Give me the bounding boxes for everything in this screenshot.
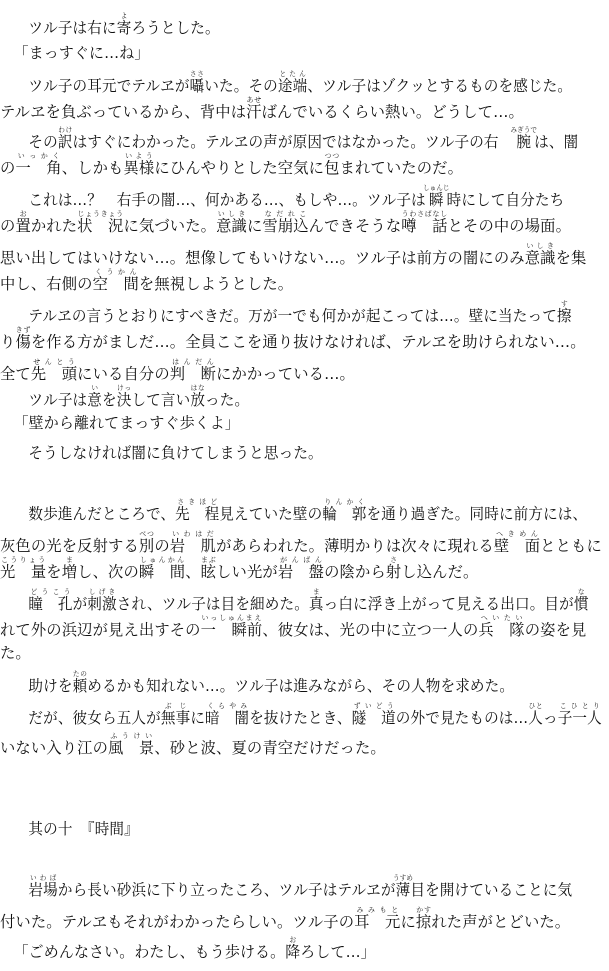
- furigana: べつ: [138, 530, 155, 538]
- text-run: を集: [555, 249, 587, 267]
- furigana: はな: [190, 384, 206, 392]
- ruby-word: [189, 70, 205, 95]
- text-run: り: [0, 333, 16, 351]
- ruby-base: 岩 肌: [169, 537, 217, 555]
- ruby-word: [510, 126, 538, 151]
- text-run: っ: [542, 709, 558, 727]
- ruby-word: [385, 556, 402, 581]
- text-run: にひんやりとした空気に: [154, 159, 325, 177]
- text-run: ツル子は: [28, 391, 88, 409]
- furigana: ひと: [528, 702, 543, 710]
- ruby-word: [28, 588, 73, 613]
- text-line: [0, 644, 605, 662]
- ruby-base: 岩 盤: [277, 563, 325, 581]
- ruby-base: 射: [385, 563, 402, 581]
- text-line: [0, 326, 605, 351]
- text-run: の: [0, 159, 16, 177]
- ruby-base: 噂 話: [401, 217, 448, 235]
- text-line: [0, 300, 605, 325]
- text-run: は、闇: [534, 133, 579, 151]
- furigana: い: [87, 384, 102, 392]
- ruby-word: [478, 614, 525, 639]
- furigana: ずいどう: [351, 702, 396, 710]
- ruby-word: [77, 210, 124, 235]
- ruby-base: 異様: [123, 159, 155, 177]
- ruby-word: [277, 70, 308, 95]
- text-run: んできそうな: [308, 217, 402, 235]
- text-run: はすぐにわかった。テルヱの声が原因ではなかった。ツル子の右: [72, 133, 514, 151]
- ruby-word: [308, 588, 324, 613]
- ruby-word: [401, 210, 448, 235]
- text-run: に: [400, 913, 416, 931]
- ruby-word: [123, 152, 155, 177]
- ruby-base: 訳: [57, 133, 73, 151]
- ruby-word: [493, 530, 541, 555]
- text-run: れて外の浜辺が見え出すその: [0, 621, 201, 639]
- ruby-word: [87, 384, 103, 409]
- furigana: いよう: [123, 152, 155, 160]
- furigana: いっしゅんまえ: [200, 614, 263, 622]
- text-run: があらわれた。薄明かりは次々に現れる: [216, 537, 494, 555]
- text-run: とその中の場面。: [447, 217, 572, 235]
- text-run: 、: [185, 563, 201, 581]
- text-run: され、ツル子は目を細めた。: [116, 595, 309, 613]
- text-run: その: [28, 133, 58, 151]
- ruby-word: [72, 670, 88, 695]
- furigana: す: [556, 300, 572, 308]
- text-run: 灰色の光を反射する: [0, 537, 139, 555]
- ruby-base: 輪 郭: [322, 505, 367, 523]
- ruby-word: [87, 588, 117, 613]
- furigana: みみもと: [354, 906, 401, 914]
- ruby-word: [92, 268, 139, 293]
- text-run: っ白に浮き上がって見える出口。目が: [323, 595, 574, 613]
- furigana: たの: [72, 670, 88, 678]
- ruby-base: 一 瞬前: [200, 621, 263, 639]
- text-run: 数歩進んだところで、: [28, 505, 176, 523]
- ruby-word: [200, 614, 263, 639]
- ruby-base: 風 景: [108, 739, 155, 757]
- furigana: わけ: [57, 126, 73, 134]
- furigana: ぶじ: [160, 702, 191, 710]
- furigana: こひとり: [557, 702, 602, 710]
- text-run: った。: [205, 391, 250, 409]
- text-run: ツル子の耳元でテルヱが: [28, 77, 190, 95]
- furigana: りんかく: [322, 498, 367, 506]
- furigana: じょうきょう: [77, 210, 124, 218]
- text-line: [0, 414, 605, 432]
- text-run: 中し、右側の: [0, 275, 93, 293]
- text-line: [0, 498, 605, 523]
- ruby-base: 瞳 孔: [28, 595, 73, 613]
- text-run: し込んだ。: [401, 563, 479, 581]
- text-run: テルヱを負ぶっているから、背中は: [0, 103, 247, 121]
- ruby-word: [190, 384, 206, 409]
- ruby-word: [528, 702, 543, 727]
- ruby-base: 擦: [556, 307, 572, 325]
- ruby-word: [138, 556, 186, 581]
- furigana: お: [15, 210, 31, 218]
- ruby-base: 耳 元: [354, 913, 401, 931]
- text-run: とともに: [540, 537, 602, 555]
- ruby-base: 先 頭: [30, 365, 78, 383]
- ruby-base: 腕: [510, 133, 538, 151]
- text-run: ろして…」: [300, 943, 376, 961]
- furigana: みぎうで: [510, 126, 538, 134]
- text-run: だが、彼女ら五人が: [28, 709, 161, 727]
- furigana: いわば: [28, 874, 58, 882]
- ruby-base: 一 角: [15, 159, 62, 177]
- furigana: こうりょう: [0, 556, 47, 564]
- text-run: 「壁から離れてまっすぐ歩くよ」: [13, 414, 240, 432]
- text-run: れた声がとどいた。: [431, 913, 571, 931]
- text-run: を: [46, 563, 62, 581]
- furigana: なだれこ: [262, 210, 309, 218]
- ruby-word: [216, 210, 247, 235]
- text-run: しい光が: [216, 563, 278, 581]
- ruby-word: [175, 498, 220, 523]
- ruby-base: 状 況: [77, 217, 124, 235]
- furigana: とたん: [277, 70, 308, 78]
- ruby-word: [354, 906, 401, 931]
- text-run: いた。その: [204, 77, 278, 95]
- ruby-word: [116, 384, 132, 409]
- ruby-word: [200, 556, 217, 581]
- ruby-base: 判 断: [169, 365, 217, 383]
- ruby-base: 意識: [216, 217, 247, 235]
- text-run: を通り過ぎた。同時に前方には、: [366, 505, 588, 523]
- furigana: うわさばなし: [401, 210, 448, 218]
- ruby-word: [138, 530, 155, 555]
- furigana: しゅんかん: [138, 556, 186, 564]
- ruby-base: 眩: [200, 563, 217, 581]
- text-line: [0, 96, 605, 121]
- text-line: [0, 210, 605, 235]
- furigana: つつ: [324, 152, 340, 160]
- text-line: [0, 268, 605, 293]
- ruby-base: 真: [308, 595, 324, 613]
- furigana: ま: [61, 556, 78, 564]
- text-run: にかかっている…。: [216, 365, 355, 383]
- ruby-word: [108, 732, 155, 757]
- text-line: [0, 936, 605, 961]
- ruby-base: 無事: [160, 709, 191, 727]
- furigana: いしき: [524, 242, 556, 250]
- ruby-base: 置: [15, 217, 31, 235]
- text-line: [0, 242, 605, 267]
- text-run: 「ごめんなさい。わたし、もう歩ける。: [13, 943, 286, 961]
- furigana: へいたい: [478, 614, 525, 622]
- ruby-word: [393, 874, 413, 899]
- text-line: [0, 44, 605, 62]
- ruby-word: [422, 184, 450, 209]
- ruby-word: [557, 702, 602, 727]
- furigana: さきほど: [175, 498, 220, 506]
- ruby-word: [556, 300, 572, 325]
- text-line: [0, 588, 605, 613]
- text-run: し、次の: [77, 563, 139, 581]
- text-run: そうしなければ闇に負けてしまうと思った。: [28, 444, 323, 462]
- ruby-word: [28, 874, 58, 899]
- text-run: これは…？ 右手の闇…、何かある…、もしや…。ツル子は: [28, 191, 426, 209]
- furigana: あせ: [246, 96, 262, 104]
- furigana: お: [285, 936, 301, 944]
- ruby-word: [415, 906, 432, 931]
- furigana: いっかく: [15, 152, 62, 160]
- text-run: いない入り江の: [0, 739, 109, 757]
- text-run: を作る方がましだ…。全員ここを通り抜けなければ、テルヱを助けられない…。: [30, 333, 586, 351]
- ruby-word: [57, 126, 73, 151]
- text-run: を: [102, 391, 117, 409]
- text-line: [0, 670, 605, 695]
- ruby-word: [0, 556, 47, 581]
- furigana: いしき: [216, 210, 247, 218]
- text-run: た。: [0, 644, 31, 662]
- ruby-base: 空 間: [92, 275, 139, 293]
- text-line: [0, 614, 605, 639]
- text-line: [0, 444, 605, 462]
- text-line: [0, 906, 605, 931]
- text-run: の姿を見: [524, 621, 587, 639]
- ruby-base: 別: [138, 537, 155, 555]
- text-run: 思い出してはいけない…。想像してもいけない…。ツル子は前方の闇にのみ: [0, 249, 525, 267]
- ruby-word: [573, 588, 589, 613]
- ruby-base: 傷: [15, 333, 31, 351]
- ruby-word: [61, 556, 78, 581]
- text-run: 、ツル子はゾクッとするものを感じた。: [307, 77, 573, 95]
- text-run: の: [0, 217, 16, 235]
- ruby-base: 意: [87, 391, 103, 409]
- ruby-base: 汗: [246, 103, 262, 121]
- furigana: けっ: [116, 384, 132, 392]
- ruby-word: [524, 242, 556, 267]
- furigana: がんばん: [277, 556, 325, 564]
- ruby-base: 増: [61, 563, 78, 581]
- text-run: の陰から: [324, 563, 386, 581]
- text-run: を抜けたとき、: [249, 709, 352, 727]
- ruby-base: 降: [285, 943, 301, 961]
- ruby-base: 兵 隊: [478, 621, 525, 639]
- text-run: ろうとした。: [131, 19, 220, 37]
- ruby-word: [169, 530, 217, 555]
- text-run: ばんでいるくらい熱い。どうして…。: [261, 103, 524, 121]
- text-run: 付いた。テルヱもそれがわかったらしい。ツル子の: [0, 913, 355, 931]
- furigana: な: [573, 588, 589, 596]
- ruby-base: 頼: [72, 677, 88, 695]
- ruby-word: [160, 702, 191, 727]
- text-run: 、彼女は、光の中に立つ一人の: [262, 621, 479, 639]
- text-run: ツル子は右に: [28, 19, 117, 37]
- text-line: [0, 70, 605, 95]
- text-run: 「まっすぐに…ね」: [13, 44, 150, 62]
- furigana: せんとう: [30, 358, 78, 366]
- ruby-base: 薄: [393, 881, 413, 899]
- ruby-base: 放: [190, 391, 206, 409]
- text-run: テルヱの言うとおりにすべきだ。万が一でも何かが起こっては…。壁に当たって: [28, 307, 557, 325]
- furigana: いわはだ: [169, 530, 217, 538]
- text-run: に: [190, 709, 206, 727]
- ruby-word: [15, 152, 62, 177]
- furigana: ま: [308, 588, 324, 596]
- text-run: かれた: [30, 217, 78, 235]
- text-line: [0, 184, 605, 209]
- text-run: 全て: [0, 365, 31, 383]
- ruby-word: [205, 702, 250, 727]
- ruby-base: 雪崩込: [262, 217, 309, 235]
- ruby-word: [262, 210, 309, 235]
- ruby-word: [30, 358, 78, 383]
- text-line: [0, 530, 605, 555]
- furigana: かす: [415, 906, 432, 914]
- furigana: よ: [116, 12, 132, 20]
- text-line: [0, 874, 605, 899]
- furigana: くらやみ: [205, 702, 250, 710]
- furigana: まぶ: [200, 556, 217, 564]
- furigana: しゅんじ: [422, 184, 450, 192]
- text-line: [0, 702, 605, 727]
- ruby-base: 包: [324, 159, 340, 177]
- text-run: 、砂と波、夏の青空だけだった。: [154, 739, 386, 757]
- text-run: 、しかも: [61, 159, 124, 177]
- ruby-base: 刺激: [87, 595, 117, 613]
- ruby-base: 先 程: [175, 505, 220, 523]
- ruby-base: 暗 闇: [205, 709, 250, 727]
- text-line: [0, 556, 605, 581]
- ruby-word: [246, 96, 262, 121]
- ruby-word: [169, 358, 217, 383]
- text-line: [0, 820, 605, 838]
- text-run: が: [72, 595, 88, 613]
- ruby-base: 瞬 間: [138, 563, 186, 581]
- text-run: に: [246, 217, 263, 235]
- furigana: しげき: [87, 588, 117, 596]
- ruby-base: 岩場: [28, 881, 58, 899]
- furigana: ふうけい: [108, 732, 155, 740]
- text-run: して言い: [131, 391, 191, 409]
- text-run: 其の十 『時間』: [28, 820, 139, 838]
- ruby-base: 子一人: [557, 709, 602, 727]
- text-run: めるかも知れない…。ツル子は進みながら、その人物を求めた。: [87, 677, 515, 695]
- ruby-base: 途端: [277, 77, 308, 95]
- furigana: きず: [15, 326, 31, 334]
- ruby-word: [351, 702, 396, 727]
- ruby-base: 隧 道: [351, 709, 396, 727]
- ruby-word: [15, 210, 31, 235]
- text-line: [0, 732, 605, 757]
- text-line: [0, 152, 605, 177]
- ruby-base: 寄: [116, 19, 132, 37]
- furigana: はんだん: [169, 358, 217, 366]
- ruby-base: 意識: [524, 249, 556, 267]
- text-run: 見えていた壁の: [219, 505, 323, 523]
- furigana: ささ: [189, 70, 205, 78]
- ruby-word: [116, 12, 132, 37]
- ruby-base: 人: [528, 709, 543, 727]
- text-run: を無視しようとした。: [138, 275, 294, 293]
- furigana: うすめ: [393, 874, 413, 882]
- text-run: まれていたのだ。: [339, 159, 464, 177]
- text-line: [0, 358, 605, 383]
- text-run: にいる自分の: [77, 365, 170, 383]
- furigana: さ: [385, 556, 402, 564]
- text-run: 目を開けていることに気: [410, 881, 573, 899]
- text-run: の外で見たものは…: [395, 709, 529, 727]
- ruby-base: 慣: [573, 595, 589, 613]
- furigana: どうこう: [28, 588, 73, 596]
- ruby-base: 囁: [189, 77, 205, 95]
- ruby-word: [322, 498, 367, 523]
- ruby-word: [15, 326, 31, 351]
- text-line: [0, 12, 605, 37]
- text-run: から長い砂浜に下り立ったころ、ツル子はテルヱが: [57, 881, 396, 899]
- ruby-word: [277, 556, 325, 581]
- ruby-base: 光 量: [0, 563, 47, 581]
- text-run: に気づいた。: [123, 217, 217, 235]
- ruby-word: [285, 936, 301, 961]
- ruby-word: [324, 152, 340, 177]
- furigana: くうかん: [92, 268, 139, 276]
- text-line: [0, 126, 605, 151]
- furigana: へきめん: [493, 530, 541, 538]
- ruby-base: 掠: [415, 913, 432, 931]
- text-run: 助けを: [28, 677, 73, 695]
- text-line: [0, 384, 605, 409]
- ruby-base: 壁 面: [493, 537, 541, 555]
- text-run: の: [154, 537, 170, 555]
- ruby-base: 決: [116, 391, 132, 409]
- text-run: 時にして自分たち: [446, 191, 565, 209]
- ruby-base: 瞬: [422, 191, 450, 209]
